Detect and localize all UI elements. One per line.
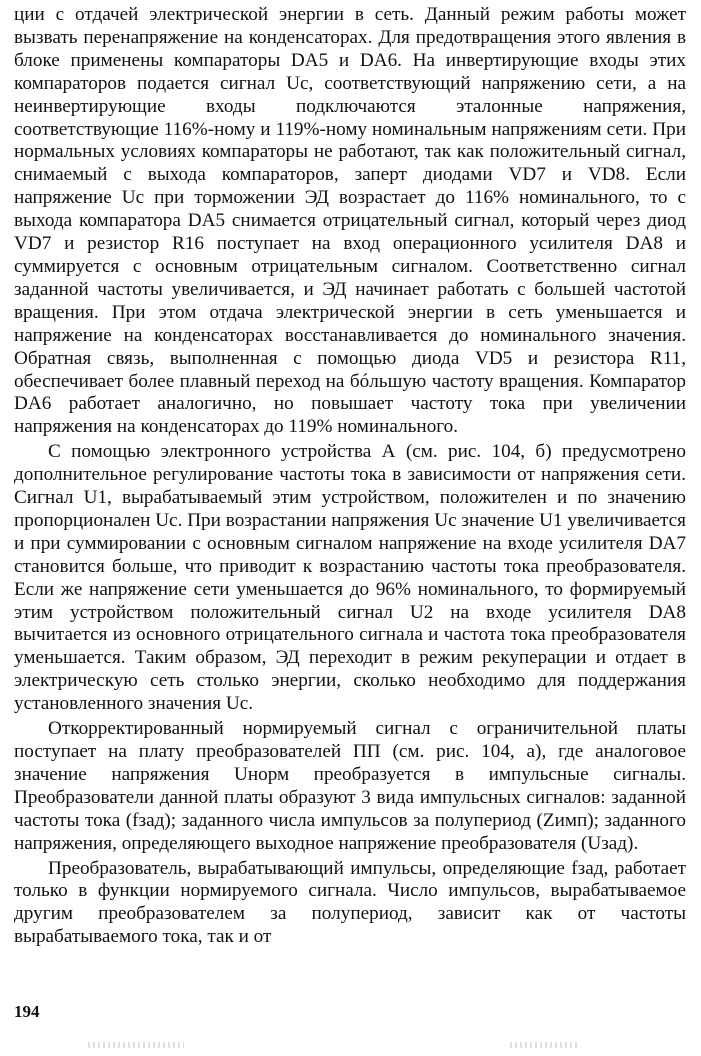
page-number: 194 — [14, 1002, 40, 1021]
scan-artifact — [510, 1042, 580, 1048]
scan-artifact — [88, 1042, 184, 1048]
paragraph-1: ции с отдачей электрической энергии в сеть. Данный режим работы может вызвать перенапряжение на конденсаторах. Для предотвращения этого явления в блоке применены компараторы DA5 и DA6. На инвертирующие входы этих компараторов подается сигнал Uс, соответствующий напряжению сети, а на неинвертирующие входы подключаются эталонные напряжения, соответствующие 116%-ному и 119%-ному номинальным напряжениям сети. При нормальных условиях компараторы не работают, так как положительный сигнал, снимаемый с выхода компараторов, заперт диодами VD7 и VD8. Если напряжение Uс при торможении ЭД возрастает до 116% номинального, то с выхода компаратора DA5 снимается отрицательный сигнал, который через диод VD7 и резистор R16 поступает на вход операционного усилителя DA8 и суммируется с основным отрицательным сигналом. Соответственно сигнал заданной частоты увеличивается, и ЭД начинает работать с большей частотой вращения. При этом отдача электрической энергии в сеть уменьшается и напряжение на конденсаторах восстанавливается до номинального значения. Обратная связь, выполненная с помощью диода VD5 и резистора R11, обеспечивает более плавный переход на бóльшую частоту вращения. Компаратор DA6 работает аналогично, но повышает частоту тока при увеличении напряжения на конденсаторах до 119% номинального. — [14, 4, 686, 438]
paragraph-3: Откорректированный нормируемый сигнал с ограничительной платы поступает на плату преобразователей ПП (см. рис. 104, а), где аналоговое значение напряжения Uнорм преобразуется в импульсные сигналы. Преобразователи данной платы образуют 3 вида импульсных сигналов: заданной частоты тока (fзад); заданного числа импульсов за полупериод (Zимп); заданного напряжения, определяющего выходное напряжение преобразователя (Uзад). — [14, 718, 686, 854]
page-body-text — [14, 4, 686, 949]
paragraph-4: Преобразователь, вырабатывающий импульсы, определяющие fзад, работает только в функции нормируемого сигнала. Число импульсов, вырабатываемое другим преобразователем за полупериод, зависит как от частоты вырабатываемого тока, так и от — [14, 857, 686, 948]
paragraph-2: С помощью электронного устройства А (см. рис. 104, б) предусмотрено дополнительное регулирование частоты тока в зависимости от напряжения сети. Сигнал U1, вырабатываемый этим устройством, положителен и по значению пропорционален Uс. При возрастании напряжения Uс значение U1 увеличивается и при суммировании с основным сигналом напряжение на входе усилителя DA7 становится больше, что приводит к возрастанию частоты тока преобразователя. Если же напряжение сети уменьшается до 96% номинального, то формируемый этим устройством положительный сигнал U2 на входе усилителя DA8 вычитается из основного отрицательного сигнала и частота тока преобразователя уменьшается. Таким образом, ЭД переходит в режим рекуперации и отдает в электрическую сеть столько энергии, сколько необходимо для поддержания установленного значения Uс. — [14, 441, 686, 715]
